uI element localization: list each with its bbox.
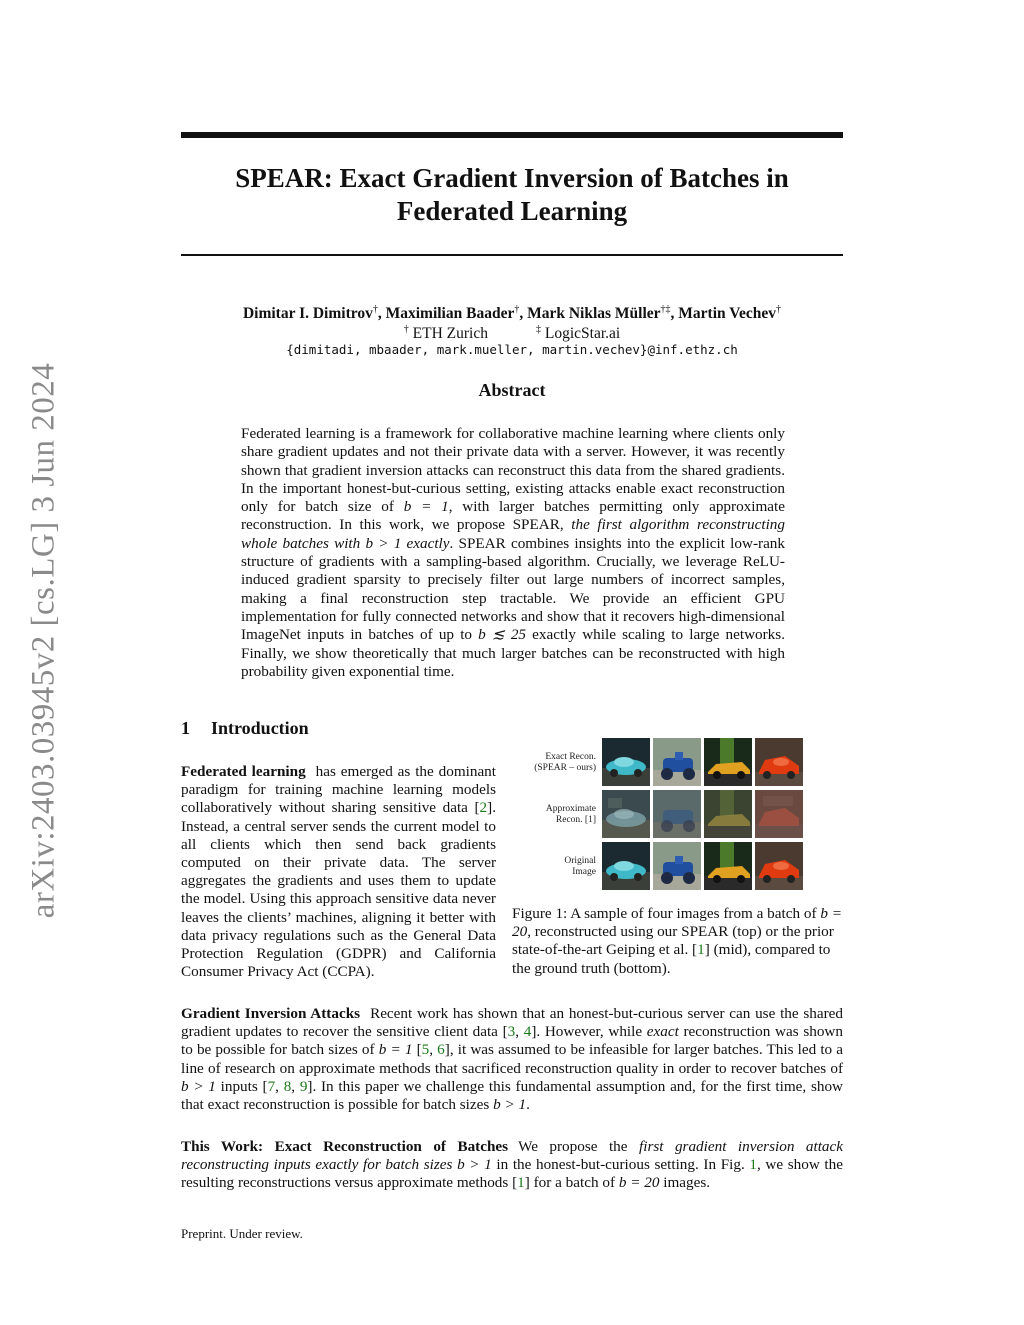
figure-row-exact [512,738,812,786]
car-image-1-original [602,842,650,890]
car-image-4-approximate [755,790,803,838]
row-label: Approximate Recon. [1] [545,804,596,825]
paragraph-run-in: Federated learning [181,763,306,780]
author-emails: {dimitadi, mbaader, mark.mueller, martin.vechev}@inf.ethz.ch [286,342,738,357]
title-line-2: Federated Learning [396,196,628,226]
section-number: 1 [181,718,190,738]
author-list: Dimitar I. Dimitrov†, Maximilian Baader†, Mark Niklas Müller†‡, Martin Vechev† [242,304,782,322]
author-mark: † [372,304,378,315]
author-name: Mark Niklas Müller [527,305,661,322]
abstract-heading: Abstract [478,380,546,400]
citation-link[interactable]: 8 [283,1077,292,1095]
car-image-2-original [653,842,701,890]
arxiv-identifier: arXiv:2403.03945v2 [cs.LG] 3 Jun 2024 [25,362,62,918]
federated-learning-paragraph: Federated learning has emerged as the dominant paradigm for training machine learning models collaboratively without sharing sensitive data [2]. Instead, a central server sends the current model to all clients which then send back gradients computed on their private data. The server aggregates the gradients and uses them to update the model. Using this approach sensitive data never leaves the clients’ machines, aligning it better with data privacy regulations such as the General Data Protection Regulation (GDPR) and California Consumer Privacy Act (CCPA). [181,763,496,981]
citation-link[interactable]: 4 [523,1023,532,1041]
citation-link[interactable]: 2 [479,799,488,817]
car-image-2-approximate [653,790,701,838]
author-name: Martin Vechev [678,305,777,322]
car-image-3-approximate [704,790,752,838]
page-footer: Preprint. Under review. [181,1226,303,1241]
citation-link[interactable]: 5 [421,1041,430,1059]
title-bottom-rule [181,254,843,256]
figure-1-caption: Figure 1: A sample of four images from a batch of b = 20, reconstructed using our SPEAR (top) or the prior state-of-the-art Geiping et al. [1] (mid), compared to the ground truth (bottom). [512,905,842,977]
paper-title [181,162,843,228]
title-top-rule [181,132,843,138]
author-mark: † [514,304,520,315]
figure-row-original [512,842,812,890]
affiliation-mark: † [403,324,409,335]
author-mark: † [776,304,782,315]
car-image-2-exact [653,738,701,786]
section-heading [181,718,309,739]
car-image-4-original [755,842,803,890]
figure-reference-link[interactable]: 1 [749,1156,757,1174]
author-name: Maximilian Baader [385,305,515,322]
citation-link[interactable]: 1 [697,941,705,959]
citation-link[interactable]: 7 [267,1077,276,1095]
affiliation-name: ETH Zurich [412,325,488,342]
affiliation-name: LogicStar.ai [544,325,621,342]
affiliation-mark: ‡ [536,324,541,335]
paragraph-run-in: This Work: Exact Reconstruction of Batches [181,1138,509,1155]
citation-link[interactable]: 6 [437,1041,445,1059]
car-image-3-exact [704,738,752,786]
abstract-body: Federated learning is a framework for collaborative machine learning where clients only share gradient updates and not their private data with a server. However, it was recently shown that gradient inversion attacks can reconstruct this data from the shared gradients. In the important honest-but-curious setting, existing attacks enable exact reconstruction only for batch size of b = 1, with larger batches permitting only approximate reconstruction. In this work, we propose SPEAR, the first algorithm reconstructing whole batches with b > 1 exactly. SPEAR combines insights into the explicit low-rank structure of gradients with a sampling-based algorithm. Crucially, we leverage ReLU-induced gradient sparsity to precisely filter out large numbers of incorrect samples, making a final reconstruction step tractable. We provide an efficient GPU implementation for fully connected networks and show that it recovers high-dimensional ImageNet inputs in batches of up to b ≲ 25 exactly while scaling to large networks. Finally, we show theoretically that much larger batches can be reconstructed with high probability given exponential time. [241,425,786,680]
section-title: Introduction [211,718,309,738]
car-image-4-exact [755,738,803,786]
this-work-paragraph: This Work: Exact Reconstruction of Batches We propose the first gradient inversion attack reconstructing inputs exactly for batch sizes b > 1 in the honest-but-curious setting. In Fig. 1, we show the resulting reconstructions versus approximate methods [1] for a batch of b = 20 images. [181,1138,843,1192]
car-image-1-exact [602,738,650,786]
paragraph-run-in: Gradient Inversion Attacks [181,1005,361,1022]
row-label: Exact Recon. (SPEAR – ours) [534,752,596,773]
car-image-3-original [704,842,752,890]
row-label: Original Image [564,856,596,877]
figure-row-approximate [512,790,812,838]
citation-link[interactable]: 3 [507,1023,516,1041]
car-image-1-approximate [602,790,650,838]
author-name: Dimitar I. Dimitrov [242,305,373,322]
gradient-inversion-paragraph: Gradient Inversion Attacks Recent work has shown that an honest-but-curious server can use the shared gradient updates to recover the sensitive client data [3, 4]. However, while exact reconstruction was shown to be possible for batch sizes of b = 1 [5, 6], it was assumed to be infeasible for larger batches. This led to a line of research on approximate methods that sacrificed reconstruction quality in order to recover batches of b > 1 inputs [7, 8, 9]. In this paper we challenge this fundamental assumption and, for the first time, show that exact reconstruction is possible for batch sizes b > 1. [181,1005,844,1114]
author-mark: †‡ [660,304,671,315]
citation-link[interactable]: 1 [517,1174,525,1192]
citation-link[interactable]: 9 [299,1077,308,1095]
title-line-1: SPEAR: Exact Gradient Inversion of Batches in [235,163,789,193]
